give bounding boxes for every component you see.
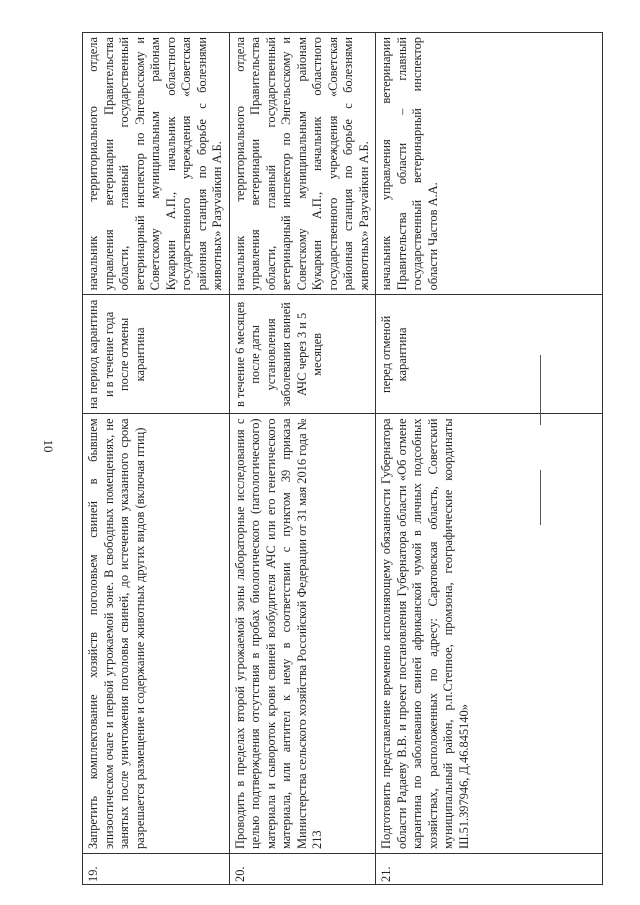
deadline: на период карантина и в течение года после отмены карантина bbox=[83, 295, 230, 414]
table-row bbox=[83, 33, 230, 885]
deadline: перед отменой карантина bbox=[376, 295, 603, 414]
measures-table bbox=[82, 32, 603, 885]
table-row bbox=[229, 33, 376, 885]
responsible: начальник управления ветеринарии Правительства области – главный государственный ветеринарный инспектор области Частов А.А. bbox=[376, 33, 603, 295]
responsible: начальник территориального отдела управления ветеринарии Правительства области, главный государственный ветеринарный инспектор по Энгельсскому и Советскому муниципальным районам Кукаркин А.П., начальник областного государственного учреждения «Советская районная станция по борьбе с болезнями животных» Разуvайкин А.Б. bbox=[83, 33, 230, 295]
deadline: в течение 6 месяцев после даты установления заболевания свиней АЧС через 3 и 5 месяцев bbox=[229, 295, 376, 414]
document-sheet bbox=[82, 32, 612, 885]
measure-text: Запретить комплектование хозяйств поголовьем свиней в бывшем эпизоотическом очаге и первой угрожаемой зоне. В свободных помещениях, не занятых после уничтожения поголовья свиней, до истечения указанного срока разрешается размещение и содержание животных других видов (включая птиц) bbox=[83, 414, 230, 854]
rotated-content bbox=[82, 32, 612, 885]
page-number: 10 bbox=[41, 439, 56, 453]
measure-text: Подготовить представление временно исполняющему обязанности Губернатора области Радаеву В.В. и проект постановления Губернатора области «Об отмене карантина по заболеванию свиней африканской чумой в личных подсобных хозяйствах, расположенных по адресу: Саратовская область, Советский муниципальный район, р.п.Степное, промзона, географические координаты Ш.51.397946, Д.46.845140» bbox=[376, 414, 603, 854]
responsible: начальник территориального отдела управления ветеринарии Правительства области, главный государственный ветеринарный инспектор по Энгельсскому и Советскому муниципальным районам Кукаркин А.П., начальник областного государственного учреждения «Советская районная станция по борьбе с болезнями животных» Разуvайкин А.Б. bbox=[229, 33, 376, 295]
scan-mark bbox=[540, 355, 541, 425]
row-number: 19. bbox=[83, 853, 230, 884]
row-number: 20. bbox=[229, 853, 376, 884]
scan-mark bbox=[540, 470, 541, 525]
measure-text: Проводить в пределах второй угрожаемой зоны лабораторные исследования с целью подтверждения отсутствия в пробах биологического (патологического) материала и сывороток крови свиней возбудителя АЧС или его генетического материала, или антител к нему в соответствии с пунктом 39 приказа Министерства сельского хозяйства Российской Федерации от 31 мая 2016 года № 213 bbox=[229, 414, 376, 854]
table-row bbox=[376, 33, 603, 885]
row-number: 21. bbox=[376, 853, 603, 884]
